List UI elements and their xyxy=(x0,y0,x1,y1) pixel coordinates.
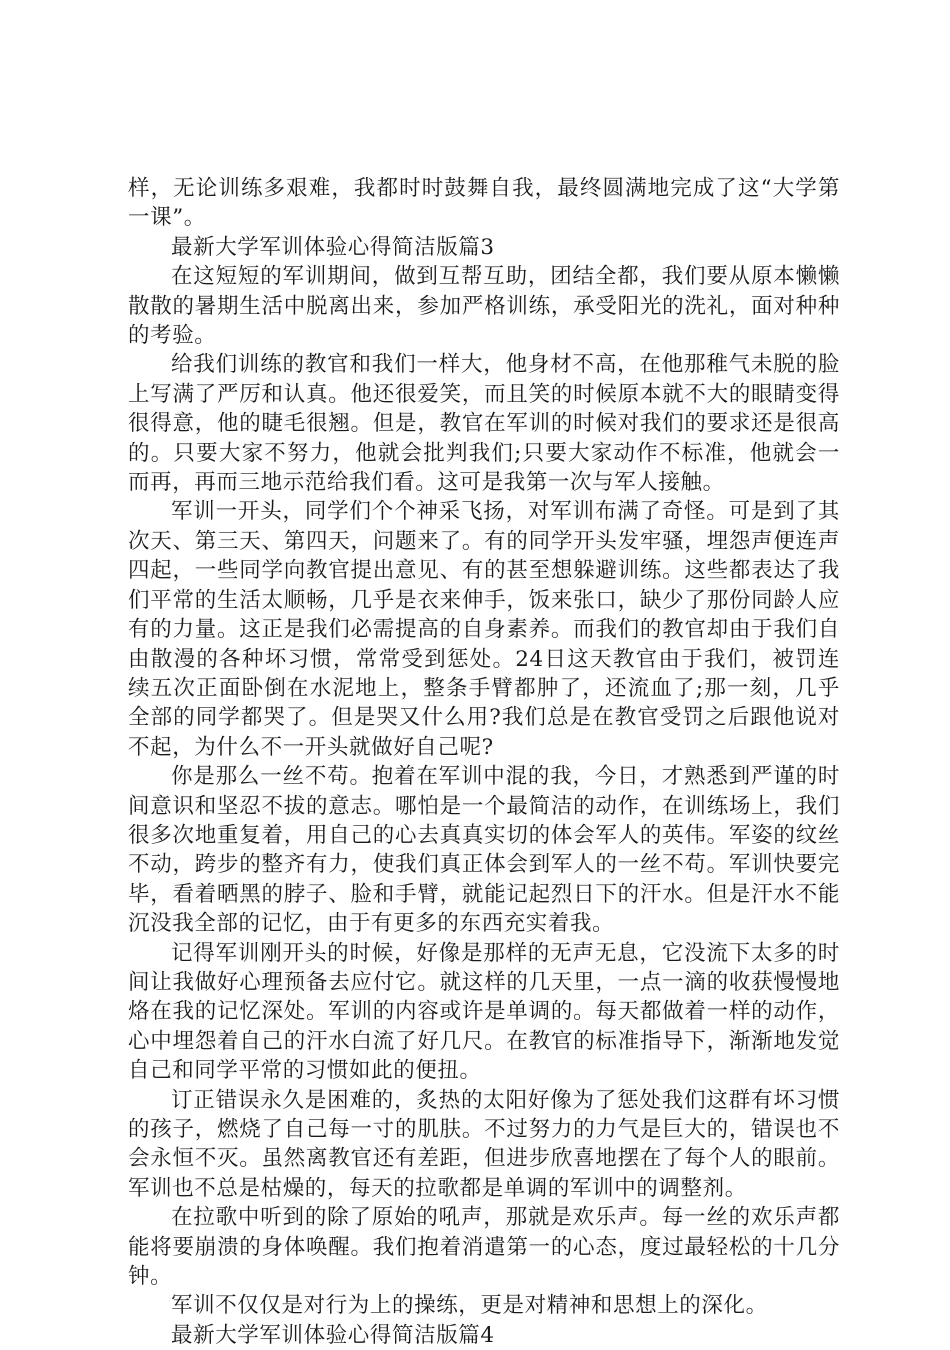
section-heading-3: 最新大学军训体验心得简洁版篇3 xyxy=(171,234,495,260)
paragraph-continuation: 样，无论训练多艰难，我都时时鼓舞自我，最终圆满地完成了这“大学第一课”。 xyxy=(128,176,840,231)
document-body xyxy=(128,174,840,1350)
paragraph: 记得军训刚开头的时候，好像是那样的无声无息，它没流下太多的时间让我做好心理预备去应付它。就这样的几天里，一点一滴的收获慢慢地烙在我的记忆深处。军训的内容或许是单调的。每天都做着一样的动作，心中埋怨着自己的汗水白流了好几尺。在教官的标准指导下，渐渐地发觉自己和同学平常的习惯如此的便扭。 xyxy=(128,940,840,1084)
paragraph: 订正错误永久是困难的，炙热的太阳好像为了惩处我们这群有坏习惯的孩子，燃烧了自己每一寸的肌肤。不过努力的力气是巨大的，错误也不会永恒不灭。虽然离教官还有差距，但进步欣喜地摆在了每个人的眼前。军训也不总是枯燥的，每天的拉歌都是单调的军训中的调整剂。 xyxy=(128,1087,840,1201)
section-heading-4: 最新大学军训体验心得简洁版篇4 xyxy=(171,1322,495,1348)
paragraph: 你是那么一丝不苟。抱着在军训中混的我，今日，才熟悉到严谨的时间意识和坚忍不拔的意志。哪怕是一个最简洁的动作，在训练场上，我们很多次地重复着，用自己的心去真真实切的体会军人的英伟。军姿的纹丝不动，跨步的整齐有力，使我们真正体会到军人的一丝不苟。军训快要完毕，看着晒黑的脖子、脸和手臂，就能记起烈日下的汗水。但是汗水不能沉没我全部的记忆，由于有更多的东西充实着我。 xyxy=(128,764,840,937)
paragraph: 给我们训练的教官和我们一样大，他身材不高，在他那稚气未脱的脸上写满了严厉和认真。他还很爱笑，而且笑的时候原本就不大的眼睛变得很得意，他的睫毛很翘。但是，教官在军训的时候对我们的要求还是很高的。只要大家不努力，他就会批判我们;只要大家动作不标准，他就会一而再，再而三地示范给我们看。这可是我第一次与军人接触。 xyxy=(128,352,840,496)
paragraph: 军训不仅仅是对行为上的操练，更是对精神和思想上的深化。 xyxy=(171,1293,768,1319)
paragraph: 在这短短的军训期间，做到互帮互助，团结全都，我们要从原本懒懒散散的暑期生活中脱离出来，参加严格训练，承受阳光的洗礼，面对种种的考验。 xyxy=(128,264,840,349)
paragraph: 在拉歌中听到的除了原始的吼声，那就是欢乐声。每一丝的欢乐声都能将要崩溃的身体唤醒。我们抱着消遣第一的心态，度过最轻松的十几分钟。 xyxy=(128,1205,840,1290)
paragraph: 军训一开头，同学们个个神采飞扬，对军训布满了奇怪。可是到了其次天、第三天、第四天，问题来了。有的同学开头发牢骚，埋怨声便连声四起，一些同学向教官提出意见、有的甚至想躲避训练。这些都表达了我们平常的生活太顺畅，几乎是衣来伸手，饭来张口，缺少了那份同龄人应有的力量。这正是我们必需提高的自身素养。而我们的教官却由于我们自由散漫的各种坏习惯，常常受到惩处。24日这天教官由于我们，被罚连续五次正面卧倒在水泥地上，整条手臂都肿了，还流血了;那一刻，几乎全部的同学都哭了。但是哭又什么用?我们总是在教官受罚之后跟他说对不起，为什么不一开头就做好自己呢? xyxy=(128,499,840,760)
